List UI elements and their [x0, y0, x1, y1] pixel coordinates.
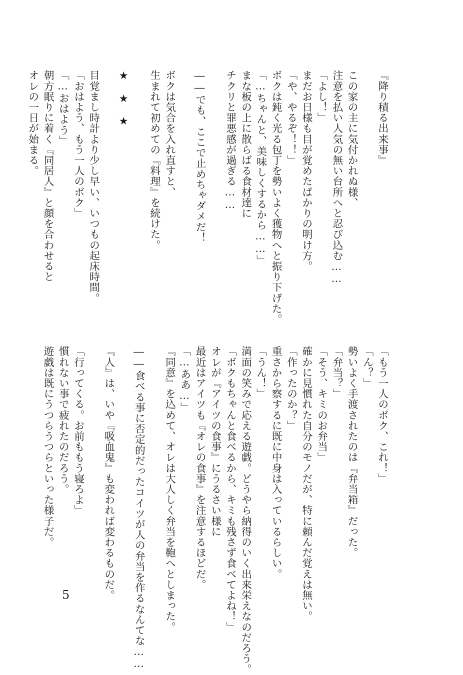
- text-line: オレの一日が始まる。: [26, 70, 39, 176]
- text-block-upper: [26, 70, 389, 328]
- text-line: オレが『アイツの食事』にうるさい様に: [208, 346, 221, 537]
- text-line: 「ん？」: [360, 346, 373, 389]
- text-line: 重さから察するに既に中身は入っているらしい。: [269, 346, 282, 580]
- text-line: 「行ってくる。お前ももう寝ろよ」: [71, 346, 84, 516]
- text-line: 『降り積る出来事』: [376, 70, 388, 166]
- text-line: 生まれて初めての『料理』を続けた。: [147, 70, 160, 251]
- text-line: 『人』は、いや『吸血鬼』も変われば変わるものだ。: [102, 346, 115, 601]
- text-line: 注意を払い人気の無い台所へと忍び込む……: [330, 70, 343, 286]
- text-line: 「もう一人のボク、これ！」: [376, 346, 388, 484]
- text-line: ――でも、ここで止めちゃダメだ！: [193, 70, 206, 243]
- text-line: 勢いよく手渡されたのは『弁当箱』だった。: [345, 346, 358, 558]
- text-line: 「…ああ…」: [178, 346, 191, 413]
- text-line: [359, 70, 374, 328]
- text-line: 「作ったのか？」: [284, 346, 297, 431]
- text-line: ★ ★ ★: [117, 70, 130, 128]
- page-number: 5: [62, 588, 70, 602]
- text-line: まだお日様も目が覚めたばかりの明け方。: [299, 70, 312, 272]
- text-line: 「や、やるぞ！！」: [284, 70, 297, 166]
- text-line: チクリと罪悪感が過ぎる……: [223, 70, 236, 211]
- text-line: [115, 346, 130, 604]
- text-line: 「よし！」: [315, 70, 328, 123]
- text-line: ボクは鈍く光る包丁を勢いよく獲物へと振り下げた。: [269, 70, 282, 325]
- text-line: 「そう、キミのお弁当」: [315, 346, 328, 463]
- text-line: [207, 70, 222, 328]
- text-line: [146, 346, 161, 604]
- text-line: 「…おはよう」: [56, 70, 69, 146]
- text-line: 満面の笑みで応える遊戯。どうやら納得のいく出来栄えなのだろう。: [239, 346, 252, 675]
- text-block-lower: [41, 346, 389, 675]
- text-line: 目覚まし時計より少し早い、いつもの起床時間。: [87, 70, 100, 304]
- text-line: [100, 70, 115, 328]
- text-line: 遊戯は既にうつらうつらといった様子だ。: [41, 346, 54, 548]
- text-line: 「おはよう、もう一人のボク」: [71, 70, 84, 219]
- text-line: 慣れない事で疲れたのだろう。: [56, 346, 69, 495]
- text-line: 朝方眠りに着く『同居人』と顔を合わせると: [41, 70, 54, 282]
- text-line: ――食べる事に否定的だったコイツが人の弁当を作るなんてな……: [132, 346, 145, 671]
- text-line: 確かに見慣れた自分のモノだが、特に頼んだ覚えは無い。: [299, 346, 312, 622]
- text-line: 「うん！」: [254, 346, 267, 399]
- text-line: 『同意』を込めて、オレは大人しく弁当を鞄へとしまった。: [163, 346, 176, 633]
- text-line: 「弁当？」: [330, 346, 343, 399]
- text-line: まな板の上に散らばる食材達に: [239, 70, 252, 219]
- text-line: [85, 346, 100, 604]
- text-line: [176, 70, 191, 328]
- text-line: 「ボクもちゃんと食べるから、キミも残さず食べてよね！」: [223, 346, 236, 633]
- text-line: 最近はアイツも『オレの食事』を注意するほどだ。: [193, 346, 206, 590]
- text-line: ボクは気合を入れ直すと、: [163, 70, 176, 198]
- text-line: [131, 70, 146, 328]
- text-line: 「…ちゃんと、美味しくするから……」: [254, 70, 267, 266]
- text-line: この家の主に気付かれぬ様、: [345, 70, 358, 208]
